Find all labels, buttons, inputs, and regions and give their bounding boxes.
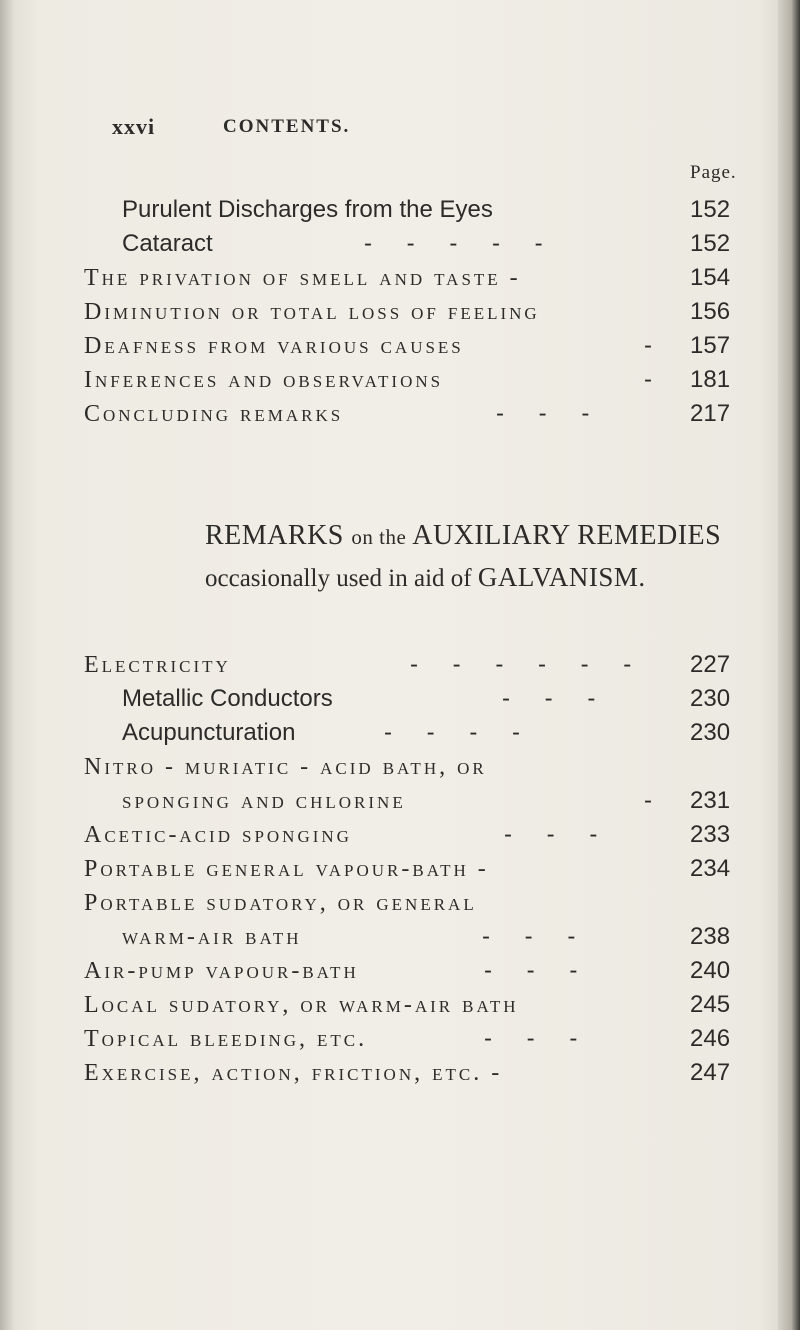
toc-entry-leader: - - - — [504, 821, 612, 848]
toc-entry-page: 217 — [690, 400, 731, 427]
toc-entry-text: Diminution or total loss of feeling — [84, 299, 540, 325]
toc-entry-page: 230 — [690, 719, 731, 746]
toc-entry-text: Exercise, action, friction, etc. - — [84, 1060, 503, 1086]
toc-entry-text: Acetic-acid sponging — [84, 822, 352, 848]
toc-entry-page: 157 — [690, 332, 731, 359]
toc-entry-text: Metallic Conductors — [122, 685, 333, 712]
page-edge-shadow — [778, 0, 800, 1330]
toc-entry-leader: - — [644, 787, 666, 814]
toc-entry-text: Purulent Discharges from the Eyes — [122, 196, 493, 223]
toc-entry-page: 233 — [690, 821, 731, 848]
page-column-label: Page. — [690, 162, 737, 183]
toc-entry-text: sponging and chlorine — [122, 788, 406, 814]
toc-entry-page: 246 — [690, 1025, 731, 1052]
toc-entry-page: 154 — [690, 264, 731, 291]
toc-entry-page: 245 — [690, 991, 731, 1018]
page-folio: xxvi — [112, 114, 156, 139]
toc-entry-text: Air-pump vapour-bath — [84, 958, 359, 984]
toc-entry-leader: - - - — [502, 685, 610, 712]
toc-entry-page: 152 — [690, 196, 731, 223]
section-subtitle — [205, 562, 646, 593]
page-running-title: CONTENTS. — [223, 116, 351, 137]
toc-entry-text: Local sudatory, or warm-air bath — [84, 992, 519, 1018]
toc-entry-text: Electricity — [84, 652, 231, 678]
toc-entry-page: 247 — [690, 1059, 731, 1086]
toc-entry-leader: - - - — [496, 400, 604, 427]
toc-entry-text: Deafness from various causes — [84, 333, 464, 359]
section-subtitle-part: occasionally used in aid of — [205, 565, 472, 592]
toc-entry-page: 230 — [690, 685, 731, 712]
section-title-part: on the — [351, 525, 407, 549]
section-subtitle-part: GALVANISM. — [477, 562, 646, 592]
toc-entry-leader: - - - - - — [364, 230, 557, 257]
toc-entry-page: 152 — [690, 230, 731, 257]
toc-entry-leader: - — [644, 332, 666, 359]
toc-entry-text: Inferences and observations — [84, 367, 444, 393]
page-gutter-shadow — [0, 0, 14, 1330]
toc-entry-text: Portable sudatory, or general — [84, 890, 477, 916]
toc-entry-text: Acupuncturation — [122, 719, 296, 746]
toc-entry-text: warm-air bath — [122, 924, 302, 950]
toc-entry-text: The privation of smell and taste - — [84, 265, 521, 291]
section-title-part: AUXILIARY REMEDIES — [412, 520, 722, 551]
toc-entry-page: 231 — [690, 787, 731, 814]
toc-entry-page: 234 — [690, 855, 731, 882]
toc-entry-text: Nitro - muriatic - acid bath, or — [84, 754, 487, 780]
toc-entry-page: 238 — [690, 923, 731, 950]
toc-entry-leader: - - - — [482, 923, 590, 950]
toc-entry-page: 181 — [690, 366, 731, 393]
toc-entry-leader: - - - - - - — [410, 651, 646, 678]
toc-entry-leader: - — [644, 366, 666, 393]
toc-entry-text: Cataract — [122, 230, 213, 257]
toc-entry-text: Portable general vapour-bath - — [84, 856, 489, 882]
toc-entry-page: 240 — [690, 957, 731, 984]
toc-entry-text: Topical bleeding, etc. — [84, 1026, 368, 1052]
section-title — [205, 520, 721, 552]
toc-entry-leader: - - - - — [384, 719, 534, 746]
toc-entry-leader: - - - — [484, 957, 592, 984]
section-title-part: REMARKS — [205, 520, 344, 551]
toc-entry-text: Concluding remarks — [84, 401, 344, 427]
toc-entry-page: 227 — [690, 651, 731, 678]
toc-entry-page: 156 — [690, 298, 731, 325]
toc-entry-leader: - - - — [484, 1025, 592, 1052]
